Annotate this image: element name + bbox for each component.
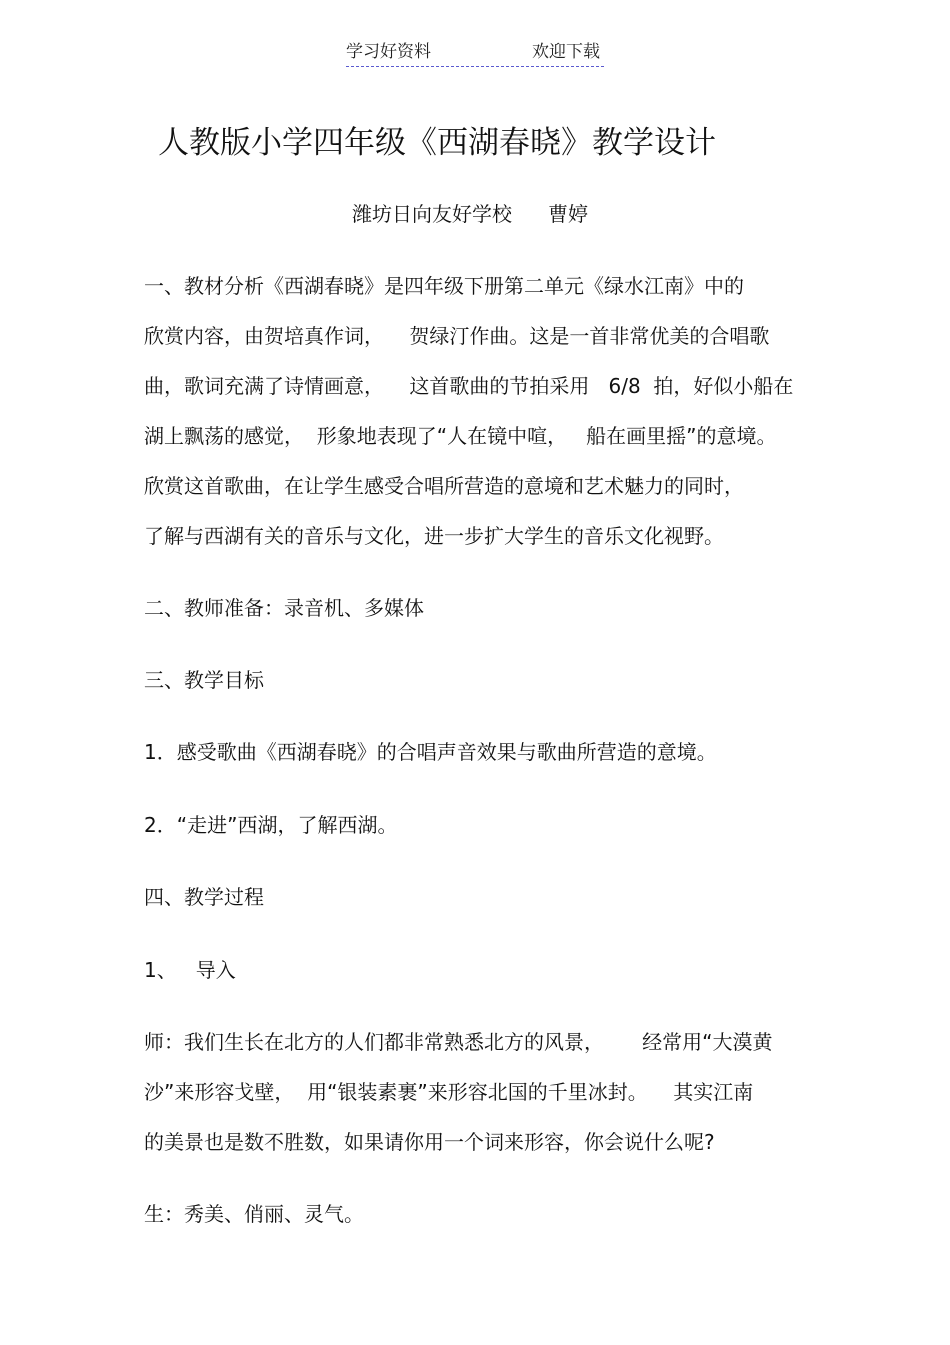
body-line: 湖上飘荡的感觉， 形象地表现了“人在镜中喧， 船在画里摇”的意境。 [144, 424, 777, 448]
section-heading: 四、教学过程 [144, 885, 264, 909]
list-item: 2．“走进”西湖，了解西湖。 [144, 813, 398, 837]
body-line: 曲，歌词充满了诗情画意， 这首歌曲的节拍采用 6/8 拍，好似小船在 [144, 374, 794, 398]
section-heading: 三、教学目标 [144, 668, 264, 692]
body-line: 沙”来形容戈壁， 用“银装素裹”来形容北国的千里冰封。 其实江南 [144, 1080, 754, 1104]
body-line: 的美景也是数不胜数，如果请你用一个词来形容，你会说什么呢? [144, 1130, 715, 1154]
author-name: 曹婷 [548, 202, 588, 226]
body-line: 一、教材分析《西湖春晓》是四年级下册第二单元《绿水江南》中的 [144, 274, 744, 298]
subsection-heading: 1、 导入 [144, 958, 236, 982]
body-line: 了解与西湖有关的音乐与文化，进一步扩大学生的音乐文化视野。 [144, 524, 724, 548]
section-heading: 二、教师准备：录音机、多媒体 [144, 596, 424, 620]
document-title: 人教版小学四年级《西湖春晓》教学设计 [158, 125, 716, 161]
body-line: 欣赏这首歌曲，在让学生感受合唱所营造的意境和艺术魅力的同时， [144, 474, 744, 498]
page-header [346, 40, 604, 67]
body-line: 师：我们生长在北方的人们都非常熟悉北方的风景， 经常用“大漠黄 [144, 1030, 773, 1054]
author-school: 潍坊日向友好学校 [352, 202, 512, 226]
body-line: 欣赏内容，由贺培真作词， 贺绿汀作曲。这是一首非常优美的合唱歌 [144, 324, 770, 348]
body-line: 生：秀美、俏丽、灵气。 [144, 1202, 364, 1226]
author-line [352, 199, 588, 229]
header-right-text: 欢迎下载 [532, 42, 600, 62]
list-item: 1．感受歌曲《西湖春晓》的合唱声音效果与歌曲所营造的意境。 [144, 740, 717, 764]
header-left-text: 学习好资料 [346, 42, 431, 62]
